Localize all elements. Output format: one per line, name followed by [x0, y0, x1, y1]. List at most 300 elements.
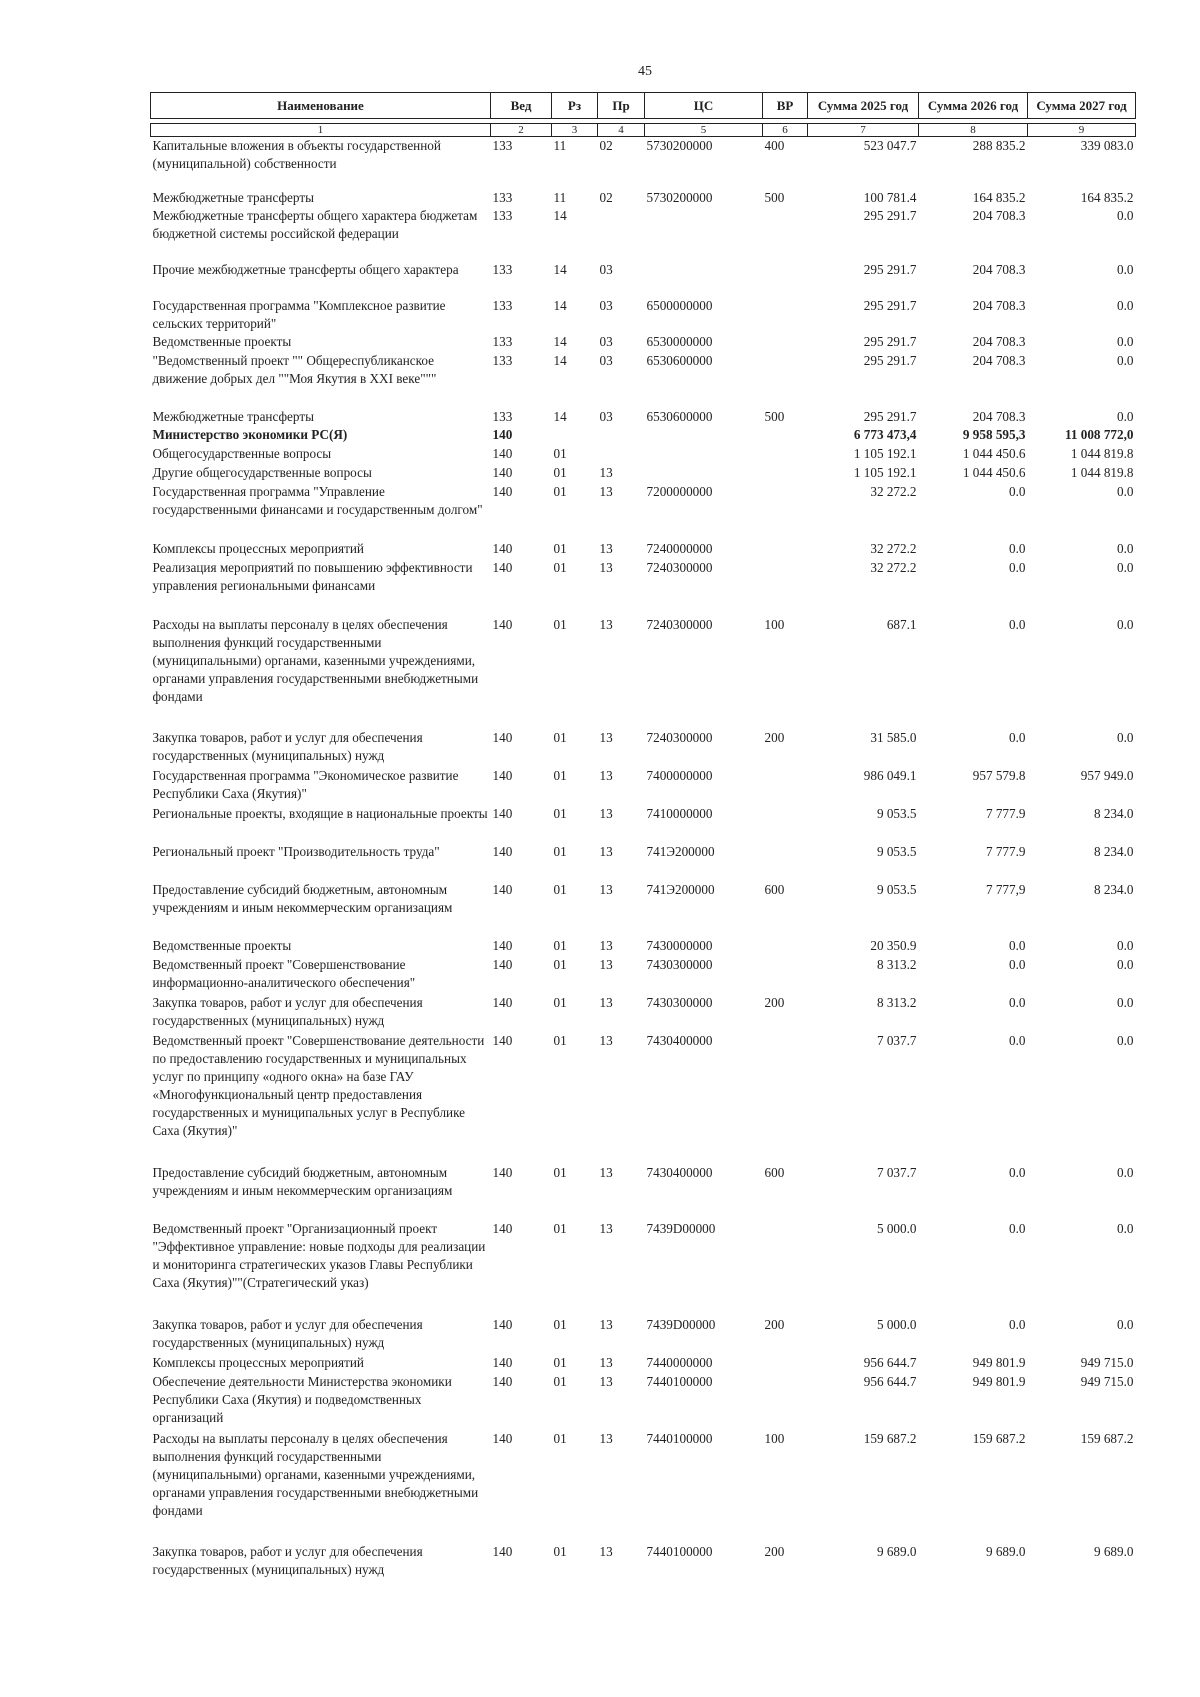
table-row — [151, 483, 1136, 540]
row-name-cell: Региональный проект "Производительность труда" — [152, 844, 440, 859]
row-pr-cell: 13 — [599, 541, 613, 556]
row-name-cell: Предоставление субсидий бюджетным, автономным учреждениям и иным некоммерческим организациям — [152, 1165, 453, 1198]
row-rz-cell: 01 — [553, 1374, 567, 1389]
row-sum-2025-cell: 7 037.7 — [876, 1165, 917, 1180]
row-pr-cell: 13 — [599, 465, 613, 480]
row-rz-cell: 01 — [553, 465, 567, 480]
row-pr-cell: 03 — [599, 334, 613, 349]
row-pr-cell: 13 — [599, 806, 613, 821]
row-sum-2026-cell: 0.0 — [1009, 1317, 1026, 1332]
row-sum-2025-cell: 20 350.9 — [870, 938, 917, 953]
row-name-cell: Реализация мероприятий по повышению эффективности управления региональными финансами — [152, 560, 473, 593]
row-name-cell: Ведомственные проекты — [152, 938, 292, 953]
row-sum-2025-cell: 32 272.2 — [870, 541, 917, 556]
row-pr-cell: 13 — [599, 1431, 613, 1446]
row-pr-cell: 13 — [599, 617, 613, 632]
row-sum-2026-cell: 288 835.2 — [972, 138, 1026, 153]
row-pr-cell: 13 — [599, 1221, 613, 1236]
row-sum-2025-cell: 9 053.5 — [876, 844, 917, 859]
header-number: 2 — [491, 124, 552, 137]
row-name-cell: Закупка товаров, работ и услуг для обеспечения государственных (муниципальных) нужд — [152, 1544, 423, 1577]
row-sum-2025-cell: 956 644.7 — [863, 1374, 917, 1389]
row-sum-2025-cell: 31 585.0 — [870, 730, 917, 745]
row-vr-cell — [763, 805, 808, 843]
row-vr-cell — [763, 1032, 808, 1164]
row-cs-cell: 7430400000 — [646, 1165, 713, 1180]
row-cs-cell: 741Э200000 — [646, 844, 715, 859]
row-ved-cell: 140 — [492, 938, 513, 953]
table-row — [151, 464, 1136, 483]
row-sum-2026-cell: 9 958 595,3 — [962, 427, 1026, 442]
row-vr-cell — [763, 540, 808, 559]
row-sum-2025-cell: 159 687.2 — [863, 1431, 917, 1446]
row-pr-cell: 03 — [599, 409, 613, 424]
table-row — [151, 843, 1136, 881]
row-rz-cell: 01 — [553, 1355, 567, 1370]
page-number: 45 — [638, 64, 652, 79]
row-sum-2026-cell: 204 708.3 — [972, 334, 1026, 349]
row-cs-cell: 5730200000 — [646, 138, 713, 153]
row-cs-cell — [645, 445, 763, 464]
row-sum-2027-cell: 8 234.0 — [1093, 882, 1134, 897]
row-ved-cell: 140 — [492, 995, 513, 1010]
table-row — [151, 408, 1136, 426]
row-sum-2025-cell: 295 291.7 — [863, 262, 917, 277]
row-ved-cell: 140 — [492, 541, 513, 556]
row-rz-cell: 01 — [553, 541, 567, 556]
row-rz-cell: 01 — [553, 768, 567, 783]
row-sum-2026-cell: 1 044 450.6 — [962, 446, 1026, 461]
row-rz-cell: 14 — [553, 208, 567, 223]
row-cs-cell: 6500000000 — [646, 298, 713, 313]
row-name-cell: Капитальные вложения в объекты государственной (муниципальной) собственности — [152, 138, 441, 171]
row-ved-cell: 140 — [492, 882, 513, 897]
row-rz-cell: 14 — [553, 334, 567, 349]
row-sum-2027-cell: 0.0 — [1117, 353, 1134, 368]
row-name-cell: Закупка товаров, работ и услуг для обеспечения государственных (муниципальных) нужд — [152, 730, 423, 763]
table-row — [151, 137, 1136, 190]
row-ved-cell: 133 — [492, 353, 513, 368]
row-sum-2027-cell: 1 044 819.8 — [1070, 465, 1134, 480]
row-sum-2026-cell: 204 708.3 — [972, 262, 1026, 277]
row-sum-2027-cell: 9 689.0 — [1093, 1544, 1134, 1559]
row-pr-cell: 13 — [599, 1317, 613, 1332]
header-cs: ЦС — [645, 93, 763, 119]
row-sum-2025-cell: 9 053.5 — [876, 882, 917, 897]
row-sum-2027-cell: 0.0 — [1117, 334, 1134, 349]
row-sum-2026-cell: 0.0 — [1009, 617, 1026, 632]
row-rz-cell: 01 — [553, 730, 567, 745]
row-rz-cell: 01 — [553, 1544, 567, 1559]
table-row — [151, 207, 1136, 261]
budget-table — [150, 92, 1136, 1581]
row-cs-cell — [645, 207, 763, 261]
row-sum-2027-cell: 957 949.0 — [1080, 768, 1134, 783]
row-rz-cell: 14 — [553, 298, 567, 313]
row-cs-cell: 7240300000 — [646, 617, 713, 632]
header-rz: Рз — [552, 93, 598, 119]
row-pr-cell: 13 — [599, 844, 613, 859]
row-name-cell: Закупка товаров, работ и услуг для обеспечения государственных (муниципальных) нужд — [152, 995, 423, 1028]
row-sum-2026-cell: 7 777.9 — [985, 806, 1026, 821]
row-cs-cell: 7430400000 — [646, 1033, 713, 1048]
row-vr-cell: 200 — [764, 995, 785, 1010]
row-cs-cell: 741Э200000 — [646, 882, 715, 897]
row-sum-2026-cell: 9 689.0 — [985, 1544, 1026, 1559]
row-ved-cell: 140 — [492, 1431, 513, 1446]
row-sum-2027-cell: 949 715.0 — [1080, 1374, 1134, 1389]
row-sum-2026-cell: 0.0 — [1009, 730, 1026, 745]
row-pr-cell: 13 — [599, 882, 613, 897]
row-rz-cell: 14 — [553, 262, 567, 277]
table-row — [151, 767, 1136, 805]
row-name-cell: Общегосударственные вопросы — [152, 446, 332, 461]
row-sum-2025-cell: 295 291.7 — [863, 334, 917, 349]
row-vr-cell — [763, 445, 808, 464]
row-sum-2025-cell: 295 291.7 — [863, 353, 917, 368]
row-rz-cell: 01 — [553, 1033, 567, 1048]
row-sum-2026-cell: 0.0 — [1009, 560, 1026, 575]
row-pr-cell: 02 — [599, 138, 613, 153]
row-cs-cell: 7430000000 — [646, 938, 713, 953]
row-sum-2025-cell: 6 773 473,4 — [853, 427, 917, 442]
row-pr-cell — [598, 445, 645, 464]
row-cs-cell: 6530600000 — [646, 353, 713, 368]
row-sum-2027-cell: 0.0 — [1117, 484, 1134, 499]
row-sum-2026-cell: 957 579.8 — [972, 768, 1026, 783]
header-number: 4 — [598, 124, 645, 137]
header-number: 9 — [1028, 124, 1136, 137]
row-pr-cell — [598, 207, 645, 261]
row-cs-cell: 5730200000 — [646, 190, 713, 205]
row-cs-cell: 7440000000 — [646, 1355, 713, 1370]
row-cs-cell — [645, 261, 763, 297]
row-rz-cell: 01 — [553, 446, 567, 461]
row-sum-2026-cell: 0.0 — [1009, 541, 1026, 556]
row-sum-2027-cell: 949 715.0 — [1080, 1355, 1134, 1370]
row-cs-cell: 7240300000 — [646, 730, 713, 745]
row-rz-cell: 01 — [553, 1221, 567, 1236]
row-sum-2025-cell: 32 272.2 — [870, 560, 917, 575]
row-sum-2025-cell: 986 049.1 — [863, 768, 917, 783]
row-vr-cell — [763, 207, 808, 261]
row-name-cell: Ведомственный проект "Совершенствование деятельности по предоставлению государственных и муниципальных услуг по принципу «одного окна» на базе ГАУ «Многофункциональный центр предоставления государственных и муниципальных услуг в Республике Саха (Якутия)" — [152, 1033, 485, 1138]
row-cs-cell — [645, 464, 763, 483]
table-row — [151, 805, 1136, 843]
row-name-cell: Ведомственные проекты — [152, 334, 292, 349]
header-pr: Пр — [598, 93, 645, 119]
row-sum-2025-cell: 295 291.7 — [863, 409, 917, 424]
row-sum-2025-cell: 295 291.7 — [863, 208, 917, 223]
row-sum-2026-cell: 0.0 — [1009, 957, 1026, 972]
header-number-row — [151, 124, 1136, 137]
row-ved-cell: 133 — [492, 190, 513, 205]
row-rz-cell: 01 — [553, 1317, 567, 1332]
row-cs-cell: 7439D00000 — [646, 1317, 716, 1332]
header-number: 7 — [808, 124, 919, 137]
row-pr-cell: 13 — [599, 1355, 613, 1370]
row-rz-cell: 01 — [553, 1165, 567, 1180]
row-cs-cell: 7440100000 — [646, 1544, 713, 1559]
row-name-cell: Комплексы процессных мероприятий — [152, 1355, 364, 1370]
row-sum-2027-cell: 0.0 — [1117, 1033, 1134, 1048]
row-rz-cell: 01 — [553, 560, 567, 575]
row-vr-cell: 100 — [764, 1431, 785, 1446]
header-number: 6 — [763, 124, 808, 137]
row-ved-cell: 140 — [492, 1221, 513, 1236]
row-cs-cell: 7410000000 — [646, 806, 713, 821]
row-sum-2027-cell: 8 234.0 — [1093, 844, 1134, 859]
row-name-cell: Межбюджетные трансферты — [152, 190, 314, 205]
row-sum-2026-cell: 159 687.2 — [972, 1431, 1026, 1446]
row-pr-cell: 13 — [599, 1033, 613, 1048]
row-ved-cell: 133 — [492, 208, 513, 223]
row-rz-cell: 01 — [553, 484, 567, 499]
row-sum-2025-cell: 295 291.7 — [863, 298, 917, 313]
row-ved-cell: 140 — [492, 957, 513, 972]
row-pr-cell: 03 — [599, 262, 613, 277]
row-rz-cell: 01 — [553, 806, 567, 821]
row-vr-cell: 500 — [764, 409, 785, 424]
header-sum-2025: Сумма 2025 год — [808, 93, 919, 119]
row-cs-cell: 7240300000 — [646, 560, 713, 575]
row-name-cell: Государственная программа "Экономическое развитие Республики Саха (Якутия)" — [152, 768, 459, 801]
row-ved-cell: 140 — [492, 560, 513, 575]
table-row — [151, 189, 1136, 207]
row-vr-cell — [763, 333, 808, 352]
row-pr-cell: 03 — [599, 298, 613, 313]
row-sum-2025-cell: 32 272.2 — [870, 484, 917, 499]
row-name-cell: Комплексы процессных мероприятий — [152, 541, 364, 556]
row-ved-cell: 140 — [492, 617, 513, 632]
row-cs-cell: 7240000000 — [646, 541, 713, 556]
row-rz-cell: 14 — [553, 353, 567, 368]
table-row — [151, 937, 1136, 956]
row-sum-2026-cell: 0.0 — [1009, 938, 1026, 953]
table-row — [151, 261, 1136, 297]
row-ved-cell: 140 — [492, 1165, 513, 1180]
table-row — [151, 616, 1136, 729]
header-row — [151, 93, 1136, 119]
row-vr-cell — [763, 767, 808, 805]
row-sum-2025-cell: 100 781.4 — [863, 190, 917, 205]
row-pr-cell — [598, 426, 645, 445]
row-rz-cell: 01 — [553, 844, 567, 859]
row-sum-2027-cell: 11 008 772,0 — [1064, 427, 1134, 442]
row-rz-cell: 01 — [553, 995, 567, 1010]
row-pr-cell: 13 — [599, 995, 613, 1010]
row-vr-cell — [763, 1373, 808, 1430]
row-vr-cell: 200 — [764, 1544, 785, 1559]
row-sum-2025-cell: 7 037.7 — [876, 1033, 917, 1048]
row-vr-cell: 600 — [764, 882, 785, 897]
row-rz-cell: 01 — [553, 617, 567, 632]
row-ved-cell: 140 — [492, 768, 513, 783]
row-sum-2026-cell: 204 708.3 — [972, 208, 1026, 223]
row-sum-2027-cell: 159 687.2 — [1080, 1431, 1134, 1446]
row-ved-cell: 140 — [492, 806, 513, 821]
row-rz-cell: 01 — [553, 938, 567, 953]
row-vr-cell: 500 — [764, 190, 785, 205]
table-row — [151, 445, 1136, 464]
row-sum-2027-cell: 0.0 — [1117, 730, 1134, 745]
row-vr-cell: 400 — [764, 138, 785, 153]
row-sum-2026-cell: 7 777,9 — [985, 882, 1026, 897]
row-name-cell: Прочие межбюджетные трансферты общего характера — [152, 262, 459, 277]
row-vr-cell — [763, 426, 808, 445]
row-sum-2025-cell: 5 000.0 — [876, 1221, 917, 1236]
row-vr-cell — [763, 1220, 808, 1316]
table-row — [151, 956, 1136, 994]
table-row — [151, 333, 1136, 352]
row-sum-2026-cell: 0.0 — [1009, 484, 1026, 499]
row-sum-2027-cell: 0.0 — [1117, 541, 1134, 556]
row-vr-cell — [763, 937, 808, 956]
row-rz-cell: 01 — [553, 1431, 567, 1446]
table-row — [151, 352, 1136, 408]
table-row — [151, 426, 1136, 445]
row-rz-cell: 14 — [553, 409, 567, 424]
row-sum-2027-cell: 0.0 — [1117, 1317, 1134, 1332]
table-row — [151, 994, 1136, 1032]
row-ved-cell: 140 — [492, 1033, 513, 1048]
row-ved-cell: 140 — [492, 1355, 513, 1370]
row-pr-cell: 13 — [599, 957, 613, 972]
row-sum-2027-cell: 164 835.2 — [1080, 190, 1134, 205]
row-sum-2027-cell: 1 044 819.8 — [1070, 446, 1134, 461]
table-row — [151, 1543, 1136, 1581]
row-sum-2027-cell: 0.0 — [1117, 1221, 1134, 1236]
table-row — [151, 559, 1136, 616]
row-vr-cell — [763, 843, 808, 881]
header-vr: ВР — [763, 93, 808, 119]
row-sum-2027-cell: 0.0 — [1117, 938, 1134, 953]
row-vr-cell: 200 — [764, 1317, 785, 1332]
row-sum-2025-cell: 5 000.0 — [876, 1317, 917, 1332]
row-ved-cell: 140 — [492, 730, 513, 745]
table-row — [151, 297, 1136, 333]
row-vr-cell — [763, 559, 808, 616]
row-vr-cell — [763, 261, 808, 297]
row-ved-cell: 133 — [492, 334, 513, 349]
row-sum-2026-cell: 0.0 — [1009, 995, 1026, 1010]
row-sum-2026-cell: 0.0 — [1009, 1033, 1026, 1048]
row-pr-cell: 13 — [599, 1165, 613, 1180]
row-ved-cell: 140 — [492, 844, 513, 859]
row-cs-cell — [645, 426, 763, 445]
row-name-cell: Другие общегосударственные вопросы — [152, 465, 372, 480]
row-sum-2025-cell: 9 689.0 — [876, 1544, 917, 1559]
row-sum-2027-cell: 8 234.0 — [1093, 806, 1134, 821]
row-sum-2026-cell: 0.0 — [1009, 1221, 1026, 1236]
row-pr-cell: 13 — [599, 1374, 613, 1389]
row-sum-2026-cell: 1 044 450.6 — [962, 465, 1026, 480]
row-vr-cell — [763, 956, 808, 994]
row-sum-2027-cell: 0.0 — [1117, 617, 1134, 632]
row-ved-cell: 140 — [492, 484, 513, 499]
row-sum-2027-cell: 0.0 — [1117, 409, 1134, 424]
row-sum-2026-cell: 7 777.9 — [985, 844, 1026, 859]
row-ved-cell: 140 — [492, 427, 513, 442]
row-name-cell: "Ведомственный проект "" Общереспубликанское движение добрых дел ""Моя Якутия в XXI веке""" — [152, 353, 437, 386]
row-pr-cell: 03 — [599, 353, 613, 368]
row-sum-2027-cell: 0.0 — [1117, 957, 1134, 972]
row-sum-2025-cell: 9 053.5 — [876, 806, 917, 821]
row-name-cell: Закупка товаров, работ и услуг для обеспечения государственных (муниципальных) нужд — [152, 1317, 423, 1350]
row-pr-cell: 13 — [599, 938, 613, 953]
row-sum-2027-cell: 0.0 — [1117, 560, 1134, 575]
row-sum-2025-cell: 956 644.7 — [863, 1355, 917, 1370]
row-cs-cell: 7430300000 — [646, 995, 713, 1010]
row-name-cell: Ведомственный проект "Организационный проект "Эффективное управление: новые подходы для реализации и мониторинга стратегических указов Главы Республики Саха (Якутия)""(Стратегический указ) — [152, 1221, 486, 1290]
table-row — [151, 1164, 1136, 1220]
table-row — [151, 1430, 1136, 1543]
row-cs-cell: 7400000000 — [646, 768, 713, 783]
row-cs-cell: 7439D00000 — [646, 1221, 716, 1236]
row-vr-cell — [763, 1354, 808, 1373]
header-sum-2027: Сумма 2027 год — [1028, 93, 1136, 119]
row-sum-2027-cell: 339 083.0 — [1080, 138, 1134, 153]
row-sum-2025-cell: 1 105 192.1 — [853, 465, 917, 480]
row-sum-2027-cell: 0.0 — [1117, 208, 1134, 223]
row-name-cell: Межбюджетные трансферты — [152, 409, 314, 424]
row-ved-cell: 133 — [492, 298, 513, 313]
row-sum-2027-cell: 0.0 — [1117, 262, 1134, 277]
row-pr-cell: 13 — [599, 560, 613, 575]
table-row — [151, 1373, 1136, 1430]
header-number: 8 — [919, 124, 1028, 137]
row-sum-2026-cell: 949 801.9 — [972, 1355, 1026, 1370]
row-name-cell: Обеспечение деятельности Министерства экономики Республики Саха (Якутия) и подведомственных организаций — [152, 1374, 452, 1425]
row-name-cell: Межбюджетные трансферты общего характера бюджетам бюджетной системы российской федерации — [152, 208, 478, 241]
table-row — [151, 1220, 1136, 1316]
row-ved-cell: 133 — [492, 138, 513, 153]
row-sum-2026-cell: 949 801.9 — [972, 1374, 1026, 1389]
row-ved-cell: 133 — [492, 409, 513, 424]
row-pr-cell: 13 — [599, 768, 613, 783]
row-sum-2026-cell: 204 708.3 — [972, 409, 1026, 424]
row-ved-cell: 140 — [492, 446, 513, 461]
header-number: 5 — [645, 124, 763, 137]
row-sum-2026-cell: 0.0 — [1009, 1165, 1026, 1180]
row-pr-cell: 13 — [599, 484, 613, 499]
row-cs-cell: 7440100000 — [646, 1374, 713, 1389]
row-sum-2025-cell: 523 047.7 — [863, 138, 917, 153]
row-cs-cell: 6530000000 — [646, 334, 713, 349]
header-number: 1 — [151, 124, 491, 137]
table-row — [151, 1032, 1136, 1164]
row-sum-2026-cell: 204 708.3 — [972, 353, 1026, 368]
row-vr-cell — [763, 297, 808, 333]
row-vr-cell — [763, 483, 808, 540]
table-row — [151, 881, 1136, 937]
row-cs-cell: 7440100000 — [646, 1431, 713, 1446]
row-name-cell: Расходы на выплаты персоналу в целях обеспечения выполнения функций государственными (муниципальными) органами, казенными учреждениями, органами управления государственными внебюджетными фондами — [152, 1431, 479, 1518]
row-sum-2025-cell: 8 313.2 — [876, 957, 917, 972]
row-name-cell: Предоставление субсидий бюджетным, автономным учреждениям и иным некоммерческим организациям — [152, 882, 453, 915]
row-name-cell: Региональные проекты, входящие в национальные проекты — [152, 806, 488, 821]
row-sum-2025-cell: 8 313.2 — [876, 995, 917, 1010]
row-rz-cell: 11 — [553, 138, 567, 153]
row-sum-2025-cell: 1 105 192.1 — [853, 446, 917, 461]
row-vr-cell: 200 — [764, 730, 785, 745]
header-number: 3 — [552, 124, 598, 137]
row-ved-cell: 140 — [492, 1317, 513, 1332]
row-name-cell: Государственная программа "Комплексное развитие сельских территорий" — [152, 298, 446, 331]
row-ved-cell: 140 — [492, 465, 513, 480]
row-pr-cell: 13 — [599, 730, 613, 745]
row-rz-cell: 01 — [553, 957, 567, 972]
